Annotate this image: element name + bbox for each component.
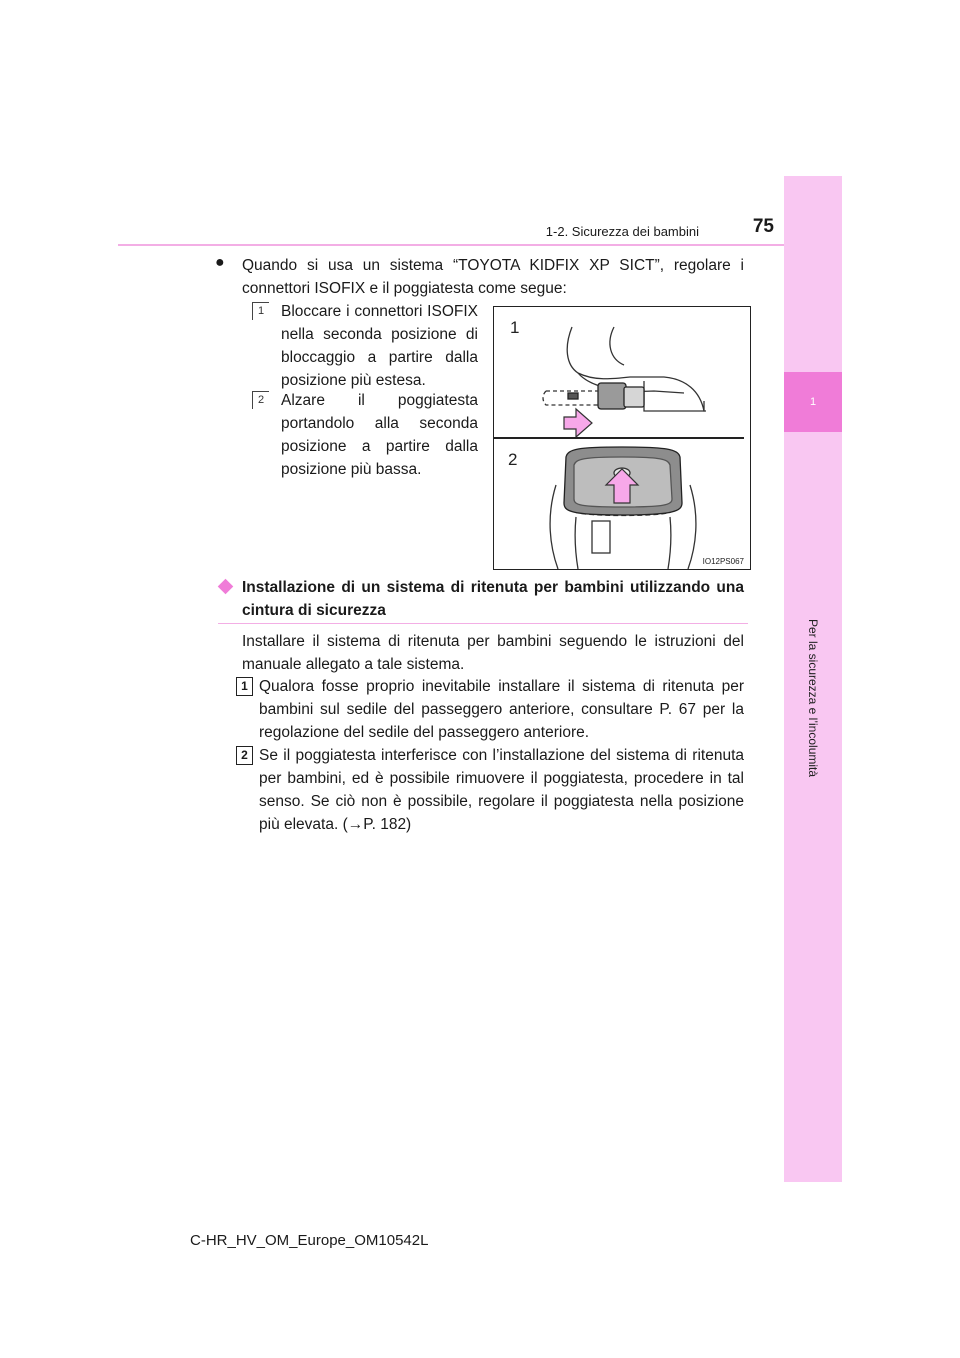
headrest-drawing	[550, 447, 696, 569]
illustration	[494, 307, 750, 569]
subsection-rule	[218, 623, 748, 624]
subsection-title: Installazione di un sistema di ritenuta per bambini utilizzando una cintura di sicurezza	[242, 579, 744, 619]
diamond-icon	[218, 579, 234, 595]
arrow-right-icon	[564, 409, 592, 437]
chapter-title: Per la sicurezza e l’incolumità	[806, 618, 820, 778]
step-number-1: 1	[252, 302, 269, 320]
note-number-2: 2	[236, 746, 253, 765]
figure-isofix-headrest	[493, 306, 751, 570]
bullet-icon: ●	[215, 254, 225, 271]
step-number-2: 2	[252, 391, 269, 409]
bullet-text: Quando si usa un sistema “TOYOTA KIDFIX XP SICT”, regolare i connettori ISOFIX e il poggiatesta come segue:	[242, 257, 744, 297]
chapter-number: 1	[784, 372, 842, 432]
figure-label-2: 2	[508, 450, 518, 469]
step-text-2: Alzare il poggiatesta portandolo alla seconda posizione a partire dalla posizione più bassa.	[281, 392, 478, 478]
header-rule	[118, 244, 784, 246]
figure-code: IO12PS067	[702, 557, 744, 566]
note-text-1: Qualora fosse proprio inevitabile installare il sistema di ritenuta per bambini sul sedile del passeggero anteriore, consultare P. 67 per la regolazione del sedile del passeggero anteriore.	[259, 678, 744, 741]
note-number-1: 1	[236, 677, 253, 696]
isofix-connector-drawing	[543, 327, 706, 411]
document-code: C-HR_HV_OM_Europe_OM10542L	[190, 1232, 429, 1249]
page-number: 75	[752, 216, 774, 237]
note-text-2: Se il poggiatesta interferisce con l’installazione del sistema di ritenuta per bambini, ed è possibile rimuovere il poggiatesta, procedere in tal senso. Se ciò non è possibile, regolare il poggiatesta nella posizione più elevata. (→P. 182)	[259, 747, 744, 833]
figure-label-1: 1	[510, 318, 520, 337]
step-text-1: Bloccare i connettori ISOFIX nella seconda posizione di bloccaggio a partire dalla posizione più estesa.	[281, 303, 478, 389]
chapter-side-tab	[784, 176, 842, 1182]
section-title: 1-2. Sicurezza dei bambini	[545, 224, 699, 239]
subsection-intro: Installare il sistema di ritenuta per bambini seguendo le istruzioni del manuale allegato a tale sistema.	[242, 633, 744, 673]
